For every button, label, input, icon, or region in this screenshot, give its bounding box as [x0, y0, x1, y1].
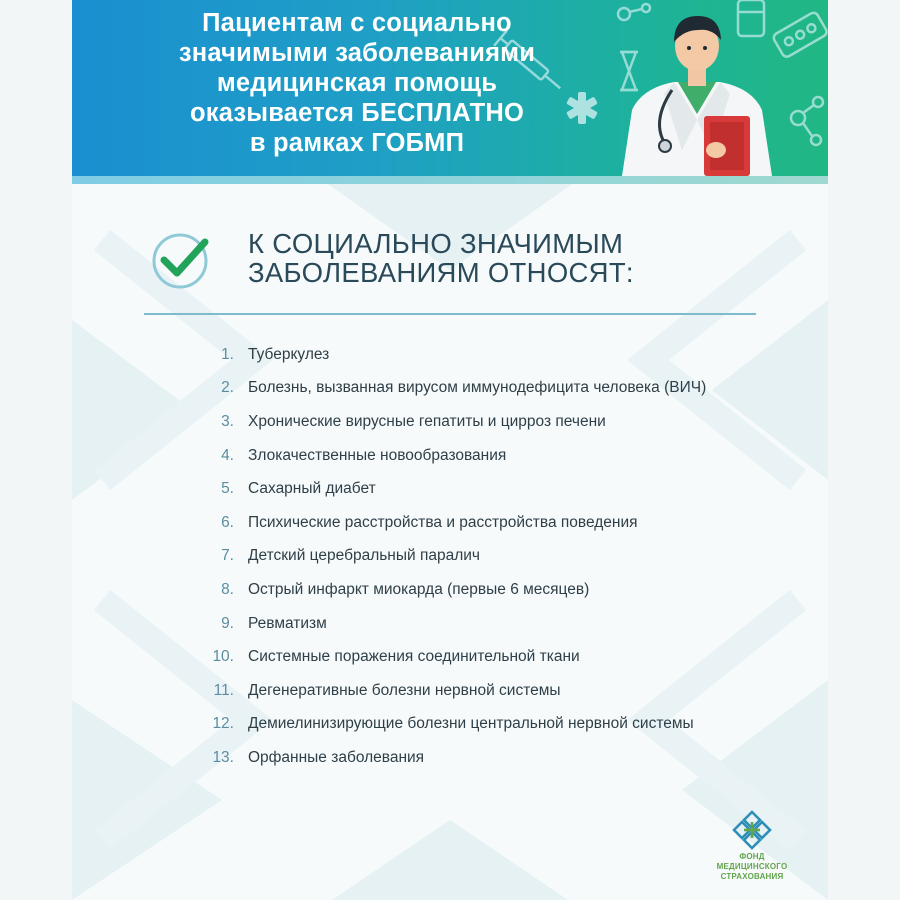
- list-item-text: Сахарный диабет: [248, 480, 376, 498]
- list-item-number: 5.: [221, 480, 234, 498]
- list-item-number: 3.: [221, 412, 234, 430]
- list-item-text: Психические расстройства и расстройства поведения: [248, 513, 638, 531]
- list-item-number: 9.: [221, 614, 234, 632]
- list-item: [200, 674, 706, 708]
- list-item: [200, 573, 706, 607]
- divider: [144, 313, 756, 315]
- fund-logo-line: МЕДИЦИНСКОГО: [716, 862, 788, 871]
- list-item-number: 11.: [213, 681, 234, 699]
- list-item: [200, 741, 706, 775]
- list-item-number: 7.: [221, 547, 234, 565]
- list-item: [200, 708, 706, 742]
- banner-title-line: медицинская помощь: [216, 69, 498, 97]
- list-item-number: 1.: [221, 345, 234, 363]
- list-item: [200, 506, 706, 540]
- list-item: [200, 607, 706, 641]
- banner-title-line: в рамках ГОБМП: [249, 129, 465, 157]
- poster: [72, 0, 828, 900]
- list-item: [200, 338, 706, 372]
- list-item: [200, 472, 706, 506]
- list-item-text: Хронические вирусные гепатиты и цирроз печени: [248, 412, 606, 430]
- banner-title-line: оказывается БЕСПЛАТНО: [189, 99, 525, 127]
- list-item-text: Злокачественные новообразования: [248, 446, 507, 464]
- list-item-number: 10.: [212, 648, 234, 666]
- list-item-text: Острый инфаркт миокарда (первые 6 месяцев): [248, 580, 590, 598]
- banner-title-line: значимыми заболеваниями: [178, 39, 536, 67]
- list-item-number: 13.: [212, 748, 234, 766]
- list-item-number: 2.: [221, 379, 234, 397]
- doctor-illustration: [612, 10, 782, 176]
- header-banner: [72, 0, 828, 176]
- list-item-text: Дегенеративные болезни нервной системы: [248, 681, 561, 699]
- fund-logo: [692, 808, 812, 900]
- list-item: [200, 439, 706, 473]
- list-item-text: Демиелинизирующие болезни центральной нервной системы: [248, 715, 694, 733]
- list-item-number: 4.: [221, 446, 234, 464]
- list-item: [200, 405, 706, 439]
- section-heading-line: ЗАБОЛЕВАНИЯМ ОТНОСЯТ:: [248, 257, 634, 288]
- fund-logo-text: [692, 852, 812, 882]
- list-item-text: Орфанные заболевания: [248, 748, 425, 766]
- list-item-text: Туберкулез: [248, 345, 330, 363]
- section-heading: [248, 229, 634, 287]
- fund-logo-icon: [730, 808, 774, 852]
- check-circle-icon: [150, 228, 212, 290]
- banner-title: [122, 8, 592, 158]
- banner-title-line: Пациентам с социально: [202, 9, 512, 37]
- list-item-text: Ревматизм: [248, 614, 327, 632]
- banner-stripe: [72, 176, 828, 184]
- list-item-number: 6.: [221, 513, 234, 531]
- list-item: [200, 372, 706, 406]
- list-item: [200, 640, 706, 674]
- list-item-text: Болезнь, вызванная вирусом иммунодефицита человека (ВИЧ): [248, 379, 707, 397]
- list-item-number: 12.: [212, 715, 234, 733]
- section-heading-line: К СОЦИАЛЬНО ЗНАЧИМЫМ: [248, 228, 624, 259]
- fund-logo-line: СТРАХОВАНИЯ: [720, 872, 784, 881]
- list-item-text: Системные поражения соединительной ткани: [248, 648, 580, 666]
- disease-list: [200, 338, 706, 775]
- list-item-text: Детский церебральный паралич: [248, 547, 481, 565]
- fund-logo-line: ФОНД: [739, 852, 765, 861]
- list-item: [200, 540, 706, 574]
- list-item-number: 8.: [221, 580, 234, 598]
